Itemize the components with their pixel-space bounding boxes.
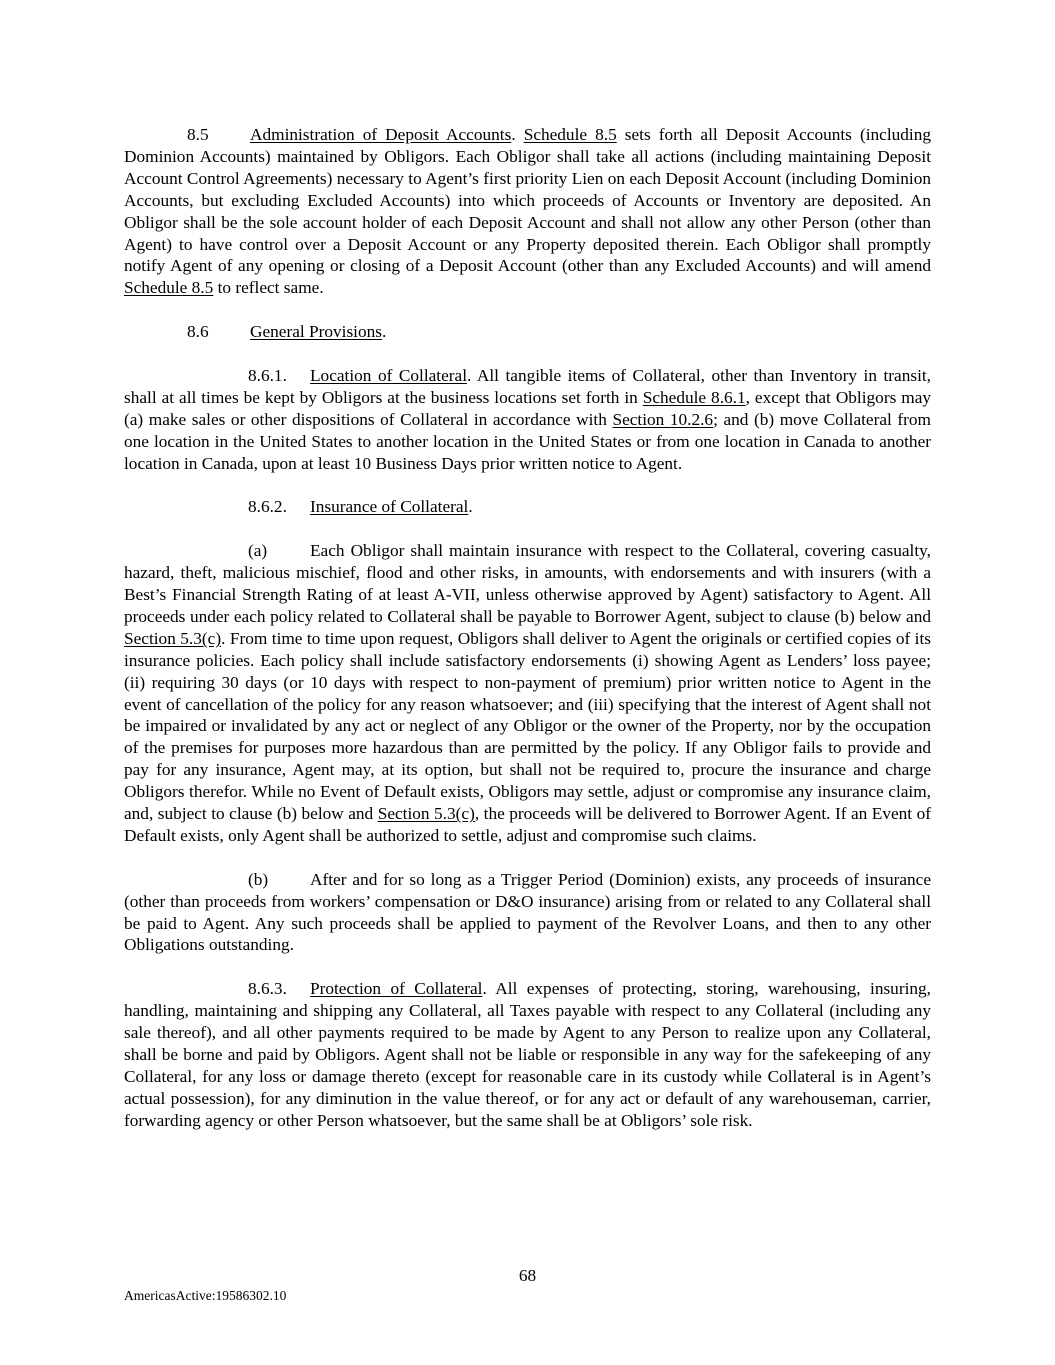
section-8-6-3 <box>124 978 931 1131</box>
schedule-reference: Schedule 8.5 <box>523 125 617 144</box>
section-reference: Section 10.2.6 <box>612 409 714 429</box>
clause-text: , the proceeds will be delivered to Borrower Agent. If an Event of Default exists, only Agent shall be authorized to settle, adjust and compromise such claims. <box>124 804 931 845</box>
section-reference: Section 5.3(c) <box>377 804 475 824</box>
section-text: . <box>511 125 524 144</box>
section-text: . All tangible items of Collateral, other than Inventory in transit, shall at all times be kept by Obligors at the business locations set forth in <box>124 365 931 407</box>
section-heading: Insurance of Collateral <box>310 497 469 517</box>
clause-number: (b) <box>248 869 269 889</box>
section-heading: Administration of Deposit Accounts <box>250 125 512 144</box>
clause-text: After and for so long as a Trigger Period (Dominion) exists, any proceeds of insurance (other than proceeds from workers’ compensation or D&O insurance) arising from or related to any Collateral shall be paid to Agent. Any such proceeds shall be applied to payment of the Revolver Loans, and then to any other Obligations outstanding. <box>124 869 931 955</box>
section-heading: Location of Collateral <box>310 365 467 385</box>
section-text: . All expenses of protecting, storing, warehousing, insuring, handling, maintaining and shipping any Collateral, all Taxes payable with respect to any Collateral (including any sale thereof), and all other payments required to be made by Agent to any Person to realize upon any Collateral, shall be borne and paid by Obligors. Agent shall not be liable or responsible in any way for the safekeeping of any Collateral, for any loss or damage thereto (except for reasonable care in its custody while Collateral is in Agent’s actual possession), for any diminution in the value thereof, or for any act or default of any warehouseman, carrier, forwarding agency or other Person whatsoever, but the same shall be at Obligors’ sole risk. <box>124 979 931 1130</box>
page-number: 68 <box>518 1266 537 1285</box>
section-number: 8.6.2. <box>248 497 287 517</box>
section-heading: General Provisions <box>250 322 382 342</box>
clause-number: (a) <box>248 541 268 561</box>
section-text: sets forth all Deposit Accounts (including Dominion Accounts) maintained by Obligors. Each Obligor shall take all actions (including maintaining Deposit Account Control Agreements) necessary to Agent’s first priority Lien on each Deposit Account (including Dominion Accounts, but excluding Excluded Accounts) into which proceeds of Accounts or Inventory are deposited. An Obligor shall be the sole account holder of each Deposit Account and shall not allow any other Person (other than Agent) to have control over a Deposit Account or any Property deposited therein. Each Obligor shall promptly notify Agent of any opening or closing of a Deposit Account (other than any Excluded Accounts) and will amend <box>124 125 931 276</box>
section-8-5 <box>124 124 931 299</box>
section-text: to reflect same. <box>213 278 324 298</box>
section-number: 8.5 <box>187 125 209 144</box>
schedule-reference: Schedule 8.6.1 <box>642 387 746 407</box>
section-text: . <box>468 497 473 517</box>
document-footer-id: AmericasActive:19586302.10 <box>124 1288 287 1303</box>
section-8-6 <box>124 321 931 343</box>
section-number: 8.6 <box>187 322 209 342</box>
section-text: ; and (b) move Collateral from one location in the United States to another location in the United States or from one location in Canada to another location in Canada, upon at least 10 Business Days prior written notice to Agent. <box>124 409 931 473</box>
clause-a <box>124 540 931 847</box>
section-number: 8.6.1. <box>248 365 287 385</box>
clause-text: Each Obligor shall maintain insurance with respect to the Collateral, covering casualty, hazard, theft, malicious mischief, flood and other risks, in amounts, with endorsements and with insurers (with a Best’s Financial Strength Rating of at least A-VII, unless otherwise approved by Agent) satisfactory to Agent. All proceeds under each policy related to Collateral shall be payable to Borrower Agent, subject to clause (b) below and <box>124 541 931 626</box>
section-8-6-2 <box>124 496 931 518</box>
section-text: . <box>382 322 387 342</box>
clause-b <box>124 869 931 957</box>
section-8-6-1 <box>124 365 931 475</box>
clause-text: . From time to time upon request, Obligors shall deliver to Agent the originals or certified copies of its insurance policies. Each policy shall include satisfactory endorsements (i) showing Agent as Lenders’ loss payee; (ii) requiring 30 days (or 10 days with respect to non-payment of premium) prior written notice to Agent in the event of cancellation of the policy for any reason whatsoever; and (iii) specifying that the interest of Agent shall not be impaired or invalidated by any act or neglect of any Obligor or the owner of the Property, nor by the occupation of the premises for purposes more hazardous than are permitted by the policy. If any Obligor fails to provide and pay for any insurance, Agent may, at its option, but shall not be required to, procure the insurance and charge Obligors therefor. While no Event of Default exists, Obligors may settle, adjust or compromise any insurance claim, and, subject to clause (b) below and <box>124 628 931 824</box>
section-heading: Protection of Collateral <box>310 979 483 999</box>
section-number: 8.6.3. <box>248 979 287 999</box>
schedule-reference: Schedule 8.5 <box>124 278 214 298</box>
section-reference: Section 5.3(c) <box>124 628 222 648</box>
document-page <box>124 124 931 1132</box>
section-text: , except that Obligors may (a) make sales or other dispositions of Collateral in accordance with <box>124 387 932 429</box>
